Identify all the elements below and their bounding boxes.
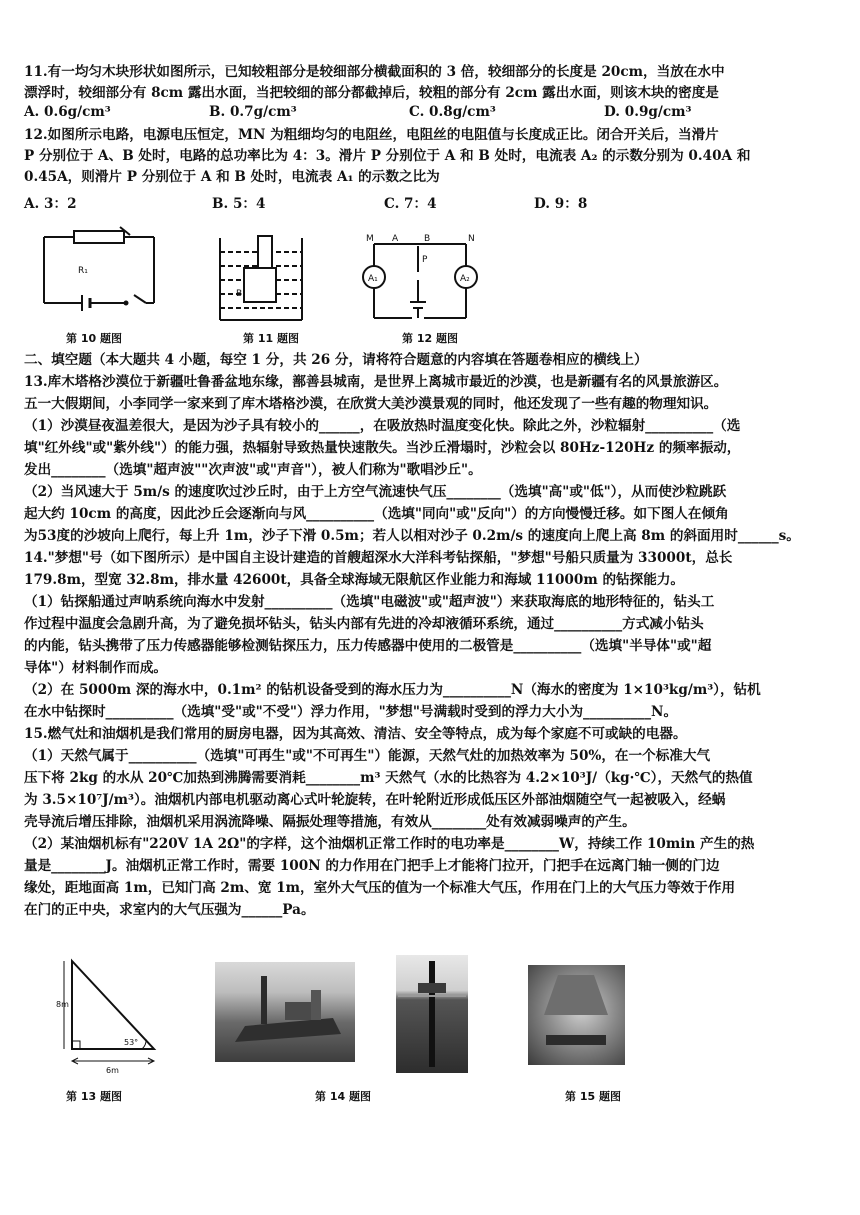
q12-line-3: 0.45A，则滑片 P 分别位于 A 和 B 处时，电流表 A₁ 的示数之比为	[24, 169, 440, 185]
fig11-caption: 第 11 题图	[243, 332, 299, 345]
section2-line-5: 发出________（选填"超声波""次声波"或"声音"），被人们称为"歌唱沙丘"。	[24, 462, 482, 478]
section2-line-7: 起大约 10cm 的高度，因此沙丘会逐渐向与风__________（选填"同向"或"反向"）的方向慢慢迁移。如下图人在倾角	[24, 506, 729, 522]
q11-line-1: 11.有一均匀木块形状如图所示，已知较粗部分是较细部分横截面积的 3 倍，较细部分的长度是 20cm，当放在水中	[24, 64, 725, 80]
section2-heading: 二、填空题（本大题共 4 小题，每空 1 分，共 26 分，请将符合题意的内容填在答题卷相应的横线上）	[24, 352, 648, 368]
fig10-rheostat	[74, 231, 124, 243]
section2-line-18: （1）天然气属于__________（选填"可再生"或"不可再生"）能源，天然气灶的加热效率为 50%，在一个标准大气	[24, 748, 711, 764]
q12-line-1: 12.如图所示电路，电源电压恒定，MN 为粗细均匀的电阻丝，电阻丝的电阻值与长度成正比。闭合开关后，当滑片	[24, 127, 719, 143]
fig12-circuit-diagram	[358, 232, 483, 327]
section2-line-1: 13.库木塔格沙漠位于新疆吐鲁番盆地东缘，鄯善县城南，是世界上离城市最近的沙漠，也是新疆有名的风景旅游区。	[24, 374, 728, 390]
fig13-label-angle: 53°	[124, 1038, 139, 1047]
section2-line-9: 14."梦想"号（如下图所示）是中国自主设计建造的首艘超深水大洋科考钻探船，"梦想"号船只质量为 33000t，总长	[24, 550, 733, 566]
fig15-drill-silhouette	[396, 955, 468, 1073]
fig12-label-b: B	[424, 234, 431, 244]
q11-options	[24, 104, 836, 124]
section2-line-23: 量是________J。油烟机正常工作时，需要 100N 的力作用在门把手上才能将门拉开，门把手在远离门轴一侧的门边	[24, 858, 720, 874]
q11-option-c: C. 0.8g/cm³	[409, 104, 496, 120]
q12-option-a: A. 3：2	[24, 196, 77, 212]
fig12-label-a2: A₂	[460, 274, 470, 284]
fig13-triangle	[72, 961, 154, 1049]
fig13-label-base: 6m	[106, 1066, 119, 1075]
section2-line-10: 179.8m，型宽 32.8m，排水量 42600t，具备全球海域无限航区作业能力和海域 11000m 的钻探能力。	[24, 572, 685, 588]
fig13-caption: 第 13 题图	[66, 1090, 122, 1103]
q11-option-a: A. 0.6g/cm³	[24, 104, 111, 120]
fig14-caption: 第 14 题图	[315, 1090, 371, 1103]
fig12-label-a1: A₁	[368, 274, 378, 284]
fig13-slope-diagram	[58, 955, 163, 1075]
fig13-label-height: 8m	[56, 1000, 69, 1009]
fig14-drilling-ship-photo	[215, 962, 355, 1062]
fig15-hood-silhouette	[528, 965, 625, 1065]
q12-option-b: B. 5：4	[212, 196, 266, 212]
fig15-range-hood-photo	[528, 965, 625, 1065]
section2-line-21: 壳导流后增压排除，油烟机采用涡流降噪、隔振处理等措施，有效从________处有效减弱噪声的产生。	[24, 814, 636, 830]
section2-line-2: 五一大假期间，小李同学一家来到了库木塔格沙漠，在欣赏大美沙漠景观的同时，他还发现了一些有趣的物理知识。	[24, 396, 718, 412]
q11-line-2: 漂浮时，较细部分有 8cm 露出水面，当把较细的部分都截掉后，较粗的部分有 2cm 露出水面，则该木块的密度是	[24, 85, 719, 101]
q12-option-d: D. 9：8	[534, 196, 588, 212]
fig12-label-n: N	[468, 234, 475, 244]
fig12-caption: 第 12 题图	[402, 332, 458, 345]
section2-line-25: 在门的正中央，求室内的大气压强为______Pa。	[24, 902, 315, 918]
section2-line-3: （1）沙漠昼夜温差很大，是因为沙子具有较小的______，在吸放热时温度变化快。除此之外，沙粒辐射__________（选	[24, 418, 741, 434]
section2-line-11: （1）钻探船通过声呐系统向海水中发射__________（选填"电磁波"或"超声波"）来获取海底的地形特征的，钻头工	[24, 594, 715, 610]
section2-line-4: 填"红外线"或"紫外线"）的能力强，热辐射导致热量快速散失。当沙丘滑塌时，沙粒会以 80Hz-120Hz 的频率振动，	[24, 440, 741, 456]
fig11-thick-part	[244, 268, 276, 302]
fig12-label-m: M	[366, 234, 374, 244]
q11-option-b: B. 0.7g/cm³	[209, 104, 297, 120]
fig10-bulb-label: R₁	[78, 266, 88, 276]
section2-line-6: （2）当风速大于 5m/s 的速度吹过沙丘时，由于上方空气流速快气压________（选填"高"或"低"），从而使沙粒跳跃	[24, 484, 727, 500]
section2-line-19: 压下将 2kg 的水从 20℃加热到沸腾需要消耗________m³ 天然气（水的比热容为 4.2×10³J/（kg·℃），天然气的热值	[24, 770, 753, 786]
section2-line-15: （2）在 5000m 深的海水中，0.1m² 的钻机设备受到的海水压力为__________N（海水的密度为 1×10³kg/m³），钻机	[24, 682, 761, 698]
q12-options	[24, 192, 836, 212]
section2-line-14: 导体"）材料制作而成。	[24, 660, 168, 676]
section2-line-24: 缘处，距地面高 1m，已知门高 2m、宽 1m，室外大气压的值为一个标准大气压，作用在门上的大气压力等效于作用	[24, 880, 736, 896]
section2-line-13: 的内能，钻头携带了压力传感器能够检测钻探压力，压力传感器中使用的二极管是__________（选填"半导体"或"超	[24, 638, 712, 654]
fig12-label-p: P	[422, 255, 428, 265]
q11-option-d: D. 0.9g/cm³	[604, 104, 692, 120]
section2-line-16: 在水中钻探时__________（选填"受"或"不受"）浮力作用，"梦想"号满载时受到的浮力大小为__________N。	[24, 704, 678, 720]
fig11-wood-block-diagram	[214, 232, 309, 327]
fig15-drill-section-image	[396, 955, 468, 1073]
fig14-ship-silhouette	[215, 962, 355, 1062]
fig11-thin-part	[258, 236, 272, 270]
section2-line-17: 15.燃气灶和油烟机是我们常用的厨房电器，因为其高效、清洁、安全等特点，成为每个家庭不可或缺的电器。	[24, 726, 687, 742]
q12-line-2: P 分别位于 A、B 处时，电路的总功率比为 4：3。滑片 P 分别位于 A 和 B 处时，电流表 A₂ 的示数分别为 0.40A 和	[24, 148, 751, 164]
section2-line-22: （2）某油烟机标有"220V 1A 2Ω"的字样，这个油烟机正常工作时的电功率是________W，持续工作 10min 产生的热	[24, 836, 755, 852]
fig15-caption: 第 15 题图	[565, 1090, 621, 1103]
fig12-label-a: A	[392, 234, 399, 244]
section2-line-12: 作过程中温度会急剧升高，为了避免损坏钻头，钻头内部有先进的冷却液循环系统，通过__________方式减小钻头	[24, 616, 704, 632]
fig11-label-b: B	[236, 289, 243, 299]
q12-option-c: C. 7：4	[384, 196, 437, 212]
fig10-caption: 第 10 题图	[66, 332, 122, 345]
section2-line-20: 为 3.5×10⁷J/m³）。油烟机内部电机驱动离心式叶轮旋转，在叶轮附近形成低压区外部油烟随空气一起被吸入，经蜗	[24, 792, 726, 808]
section2-line-8: 为53度的沙坡向上爬行，每上升 1m，沙子下滑 0.5m；若人以相对沙子 0.2m/s 的速度向上爬上高 8m 的斜面用时______s。	[24, 528, 800, 544]
fig10-circuit-diagram	[38, 225, 168, 320]
